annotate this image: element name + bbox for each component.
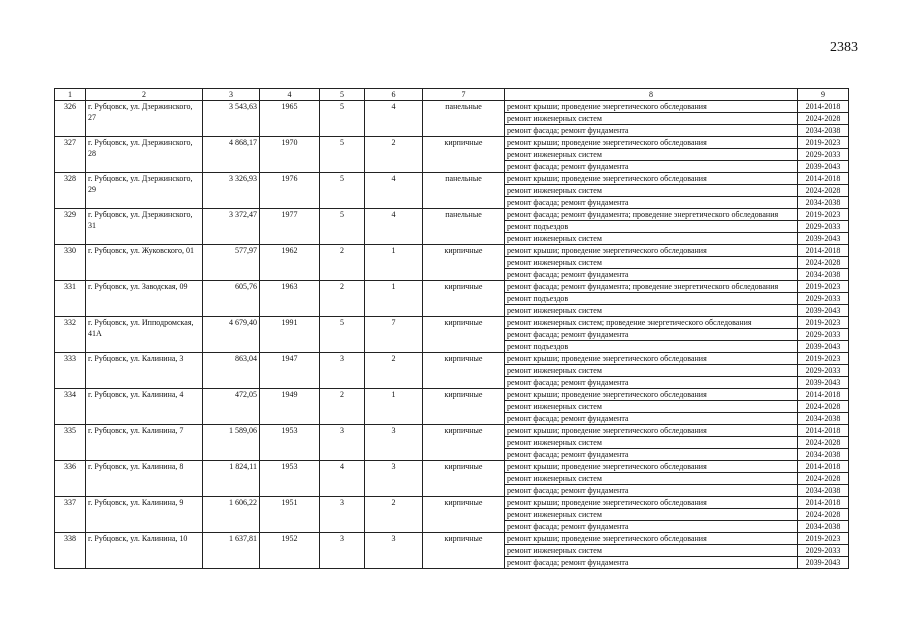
repair-work-cell: ремонт крыши; проведение энергетического обследования	[505, 353, 798, 365]
area-cell: 4 679,40	[203, 317, 260, 353]
floors-cell: 3	[320, 425, 365, 461]
entrances-cell: 2	[365, 353, 423, 389]
wall-material-cell: кирпичные	[423, 425, 505, 461]
repair-work-cell: ремонт инженерных систем	[505, 233, 798, 245]
repair-period-cell: 2014-2018	[798, 245, 849, 257]
column-header: 3	[203, 89, 260, 101]
entrances-cell: 4	[365, 173, 423, 209]
wall-material-cell: кирпичные	[423, 497, 505, 533]
year-cell: 1952	[260, 533, 320, 569]
wall-material-cell: кирпичные	[423, 317, 505, 353]
repair-work-cell: ремонт инженерных систем	[505, 509, 798, 521]
area-cell: 1 637,81	[203, 533, 260, 569]
year-cell: 1965	[260, 101, 320, 137]
table-body	[55, 101, 849, 569]
repair-work-cell: ремонт фасада; ремонт фундамента	[505, 413, 798, 425]
year-cell: 1953	[260, 425, 320, 461]
entrances-cell: 7	[365, 317, 423, 353]
repair-period-cell: 2029-2033	[798, 545, 849, 557]
entrances-cell: 1	[365, 389, 423, 425]
repair-work-cell: ремонт крыши; проведение энергетического обследования	[505, 245, 798, 257]
wall-material-cell: панельные	[423, 209, 505, 245]
column-header: 1	[55, 89, 86, 101]
repair-work-cell: ремонт инженерных систем	[505, 149, 798, 161]
wall-material-cell: кирпичные	[423, 353, 505, 389]
repair-work-cell: ремонт фасада; ремонт фундамента; проведение энергетического обследования	[505, 209, 798, 221]
area-cell: 1 606,22	[203, 497, 260, 533]
repair-work-cell: ремонт инженерных систем	[505, 365, 798, 377]
repair-work-cell: ремонт крыши; проведение энергетического обследования	[505, 461, 798, 473]
address-cell: г. Рубцовск, ул. Заводская, 09	[86, 281, 203, 317]
row-number: 334	[55, 389, 86, 425]
address-cell: г. Рубцовск, ул. Дзержинского, 27	[86, 101, 203, 137]
repair-period-cell: 2024-2028	[798, 113, 849, 125]
address-cell: г. Рубцовск, ул. Калинина, 7	[86, 425, 203, 461]
entrances-cell: 3	[365, 461, 423, 497]
repair-work-cell: ремонт крыши; проведение энергетического обследования	[505, 389, 798, 401]
address-cell: г. Рубцовск, ул. Калинина, 9	[86, 497, 203, 533]
wall-material-cell: кирпичные	[423, 461, 505, 497]
repair-period-cell: 2014-2018	[798, 497, 849, 509]
repair-period-cell: 2014-2018	[798, 173, 849, 185]
area-cell: 4 868,17	[203, 137, 260, 173]
floors-cell: 3	[320, 353, 365, 389]
entrances-cell: 4	[365, 101, 423, 137]
address-cell: г. Рубцовск, ул. Калинина, 3	[86, 353, 203, 389]
table-row	[55, 353, 849, 365]
repair-period-cell: 2029-2033	[798, 329, 849, 341]
year-cell: 1949	[260, 389, 320, 425]
row-number: 335	[55, 425, 86, 461]
address-cell: г. Рубцовск, ул. Калинина, 10	[86, 533, 203, 569]
address-cell: г. Рубцовск, ул. Калинина, 8	[86, 461, 203, 497]
year-cell: 1970	[260, 137, 320, 173]
row-number: 330	[55, 245, 86, 281]
address-cell: г. Рубцовск, ул. Дзержинского, 29	[86, 173, 203, 209]
buildings-repair-table	[54, 88, 849, 569]
floors-cell: 5	[320, 317, 365, 353]
table-row	[55, 101, 849, 113]
table-row	[55, 209, 849, 221]
row-number: 327	[55, 137, 86, 173]
repair-work-cell: ремонт крыши; проведение энергетического обследования	[505, 533, 798, 545]
repair-period-cell: 2029-2033	[798, 221, 849, 233]
repair-period-cell: 2034-2038	[798, 521, 849, 533]
table-row	[55, 425, 849, 437]
entrances-cell: 3	[365, 533, 423, 569]
column-header: 2	[86, 89, 203, 101]
column-header: 4	[260, 89, 320, 101]
floors-cell: 4	[320, 461, 365, 497]
repair-work-cell: ремонт фасада; ремонт фундамента	[505, 269, 798, 281]
repair-period-cell: 2024-2028	[798, 185, 849, 197]
floors-cell: 2	[320, 245, 365, 281]
repair-period-cell: 2029-2033	[798, 149, 849, 161]
repair-period-cell: 2019-2023	[798, 533, 849, 545]
column-header: 5	[320, 89, 365, 101]
year-cell: 1953	[260, 461, 320, 497]
repair-period-cell: 2019-2023	[798, 137, 849, 149]
area-cell: 577,97	[203, 245, 260, 281]
year-cell: 1991	[260, 317, 320, 353]
repair-work-cell: ремонт крыши; проведение энергетического обследования	[505, 101, 798, 113]
repair-period-cell: 2034-2038	[798, 449, 849, 461]
entrances-cell: 4	[365, 209, 423, 245]
repair-work-cell: ремонт инженерных систем	[505, 257, 798, 269]
repair-work-cell: ремонт фасада; ремонт фундамента; проведение энергетического обследования	[505, 281, 798, 293]
repair-work-cell: ремонт инженерных систем	[505, 545, 798, 557]
repair-work-cell: ремонт фасада; ремонт фундамента	[505, 449, 798, 461]
repair-work-cell: ремонт крыши; проведение энергетического обследования	[505, 425, 798, 437]
repair-period-cell: 2019-2023	[798, 209, 849, 221]
entrances-cell: 3	[365, 425, 423, 461]
repair-period-cell: 2014-2018	[798, 389, 849, 401]
row-number: 338	[55, 533, 86, 569]
row-number: 326	[55, 101, 86, 137]
column-header: 6	[365, 89, 423, 101]
floors-cell: 5	[320, 209, 365, 245]
repair-period-cell: 2034-2038	[798, 269, 849, 281]
repair-work-cell: ремонт инженерных систем	[505, 473, 798, 485]
wall-material-cell: кирпичные	[423, 281, 505, 317]
repair-work-cell: ремонт фасада; ремонт фундамента	[505, 329, 798, 341]
repair-work-cell: ремонт фасада; ремонт фундамента	[505, 557, 798, 569]
repair-period-cell: 2034-2038	[798, 197, 849, 209]
entrances-cell: 2	[365, 137, 423, 173]
repair-work-cell: ремонт инженерных систем	[505, 401, 798, 413]
floors-cell: 2	[320, 389, 365, 425]
repair-period-cell: 2024-2028	[798, 509, 849, 521]
table-row	[55, 173, 849, 185]
repair-work-cell: ремонт инженерных систем	[505, 185, 798, 197]
repair-period-cell: 2039-2043	[798, 233, 849, 245]
repair-period-cell: 2029-2033	[798, 365, 849, 377]
area-cell: 472,05	[203, 389, 260, 425]
entrances-cell: 2	[365, 497, 423, 533]
repair-period-cell: 2034-2038	[798, 413, 849, 425]
repair-period-cell: 2019-2023	[798, 353, 849, 365]
table-row	[55, 461, 849, 473]
repair-work-cell: ремонт фасада; ремонт фундамента	[505, 161, 798, 173]
year-cell: 1947	[260, 353, 320, 389]
repair-period-cell: 2019-2023	[798, 281, 849, 293]
year-cell: 1977	[260, 209, 320, 245]
repair-work-cell: ремонт фасада; ремонт фундамента	[505, 521, 798, 533]
repair-period-cell: 2034-2038	[798, 485, 849, 497]
row-number: 328	[55, 173, 86, 209]
repair-work-cell: ремонт инженерных систем	[505, 437, 798, 449]
row-number: 333	[55, 353, 86, 389]
table-row	[55, 317, 849, 329]
repair-work-cell: ремонт фасада; ремонт фундамента	[505, 197, 798, 209]
row-number: 336	[55, 461, 86, 497]
row-number: 331	[55, 281, 86, 317]
repair-period-cell: 2034-2038	[798, 125, 849, 137]
row-number: 329	[55, 209, 86, 245]
floors-cell: 5	[320, 101, 365, 137]
floors-cell: 2	[320, 281, 365, 317]
wall-material-cell: панельные	[423, 173, 505, 209]
area-cell: 1 824,11	[203, 461, 260, 497]
address-cell: г. Рубцовск, ул. Ипподромская, 41А	[86, 317, 203, 353]
area-cell: 605,76	[203, 281, 260, 317]
repair-period-cell: 2024-2028	[798, 401, 849, 413]
repair-work-cell: ремонт инженерных систем	[505, 305, 798, 317]
column-header: 7	[423, 89, 505, 101]
repair-work-cell: ремонт подъездов	[505, 341, 798, 353]
floors-cell: 5	[320, 137, 365, 173]
repair-period-cell: 2019-2023	[798, 317, 849, 329]
address-cell: г. Рубцовск, ул. Жуковского, 01	[86, 245, 203, 281]
year-cell: 1951	[260, 497, 320, 533]
address-cell: г. Рубцовск, ул. Дзержинского, 31	[86, 209, 203, 245]
area-cell: 3 543,63	[203, 101, 260, 137]
entrances-cell: 1	[365, 281, 423, 317]
column-header: 9	[798, 89, 849, 101]
area-cell: 1 589,06	[203, 425, 260, 461]
repair-work-cell: ремонт крыши; проведение энергетического обследования	[505, 173, 798, 185]
year-cell: 1962	[260, 245, 320, 281]
repair-period-cell: 2014-2018	[798, 461, 849, 473]
address-cell: г. Рубцовск, ул. Калинина, 4	[86, 389, 203, 425]
row-number: 337	[55, 497, 86, 533]
wall-material-cell: кирпичные	[423, 389, 505, 425]
wall-material-cell: кирпичные	[423, 137, 505, 173]
row-number: 332	[55, 317, 86, 353]
area-cell: 863,04	[203, 353, 260, 389]
area-cell: 3 326,93	[203, 173, 260, 209]
repair-work-cell: ремонт крыши; проведение энергетического обследования	[505, 137, 798, 149]
repair-work-cell: ремонт фасада; ремонт фундамента	[505, 485, 798, 497]
wall-material-cell: панельные	[423, 101, 505, 137]
repair-period-cell: 2039-2043	[798, 341, 849, 353]
year-cell: 1976	[260, 173, 320, 209]
repair-period-cell: 2024-2028	[798, 257, 849, 269]
repair-period-cell: 2039-2043	[798, 161, 849, 173]
floors-cell: 3	[320, 497, 365, 533]
wall-material-cell: кирпичные	[423, 533, 505, 569]
repair-period-cell: 2014-2018	[798, 101, 849, 113]
table-row	[55, 497, 849, 509]
address-cell: г. Рубцовск, ул. Дзержинского, 28	[86, 137, 203, 173]
repair-work-cell: ремонт подъездов	[505, 221, 798, 233]
repair-period-cell: 2039-2043	[798, 377, 849, 389]
repair-work-cell: ремонт крыши; проведение энергетического обследования	[505, 497, 798, 509]
table-row	[55, 137, 849, 149]
repair-period-cell: 2039-2043	[798, 305, 849, 317]
repair-period-cell: 2024-2028	[798, 473, 849, 485]
repair-work-cell: ремонт подъездов	[505, 293, 798, 305]
repair-work-cell: ремонт инженерных систем; проведение энергетического обследования	[505, 317, 798, 329]
repair-period-cell: 2039-2043	[798, 557, 849, 569]
page-number: 2383	[830, 40, 858, 55]
year-cell: 1963	[260, 281, 320, 317]
table-row	[55, 281, 849, 293]
floors-cell: 5	[320, 173, 365, 209]
entrances-cell: 1	[365, 245, 423, 281]
repair-period-cell: 2024-2028	[798, 437, 849, 449]
column-number-row	[55, 89, 849, 101]
repair-work-cell: ремонт фасада; ремонт фундамента	[505, 377, 798, 389]
wall-material-cell: кирпичные	[423, 245, 505, 281]
table-row	[55, 245, 849, 257]
repair-period-cell: 2029-2033	[798, 293, 849, 305]
table-row	[55, 533, 849, 545]
area-cell: 3 372,47	[203, 209, 260, 245]
repair-work-cell: ремонт инженерных систем	[505, 113, 798, 125]
column-header: 8	[505, 89, 798, 101]
repair-period-cell: 2014-2018	[798, 425, 849, 437]
repair-work-cell: ремонт фасада; ремонт фундамента	[505, 125, 798, 137]
table-row	[55, 389, 849, 401]
floors-cell: 3	[320, 533, 365, 569]
